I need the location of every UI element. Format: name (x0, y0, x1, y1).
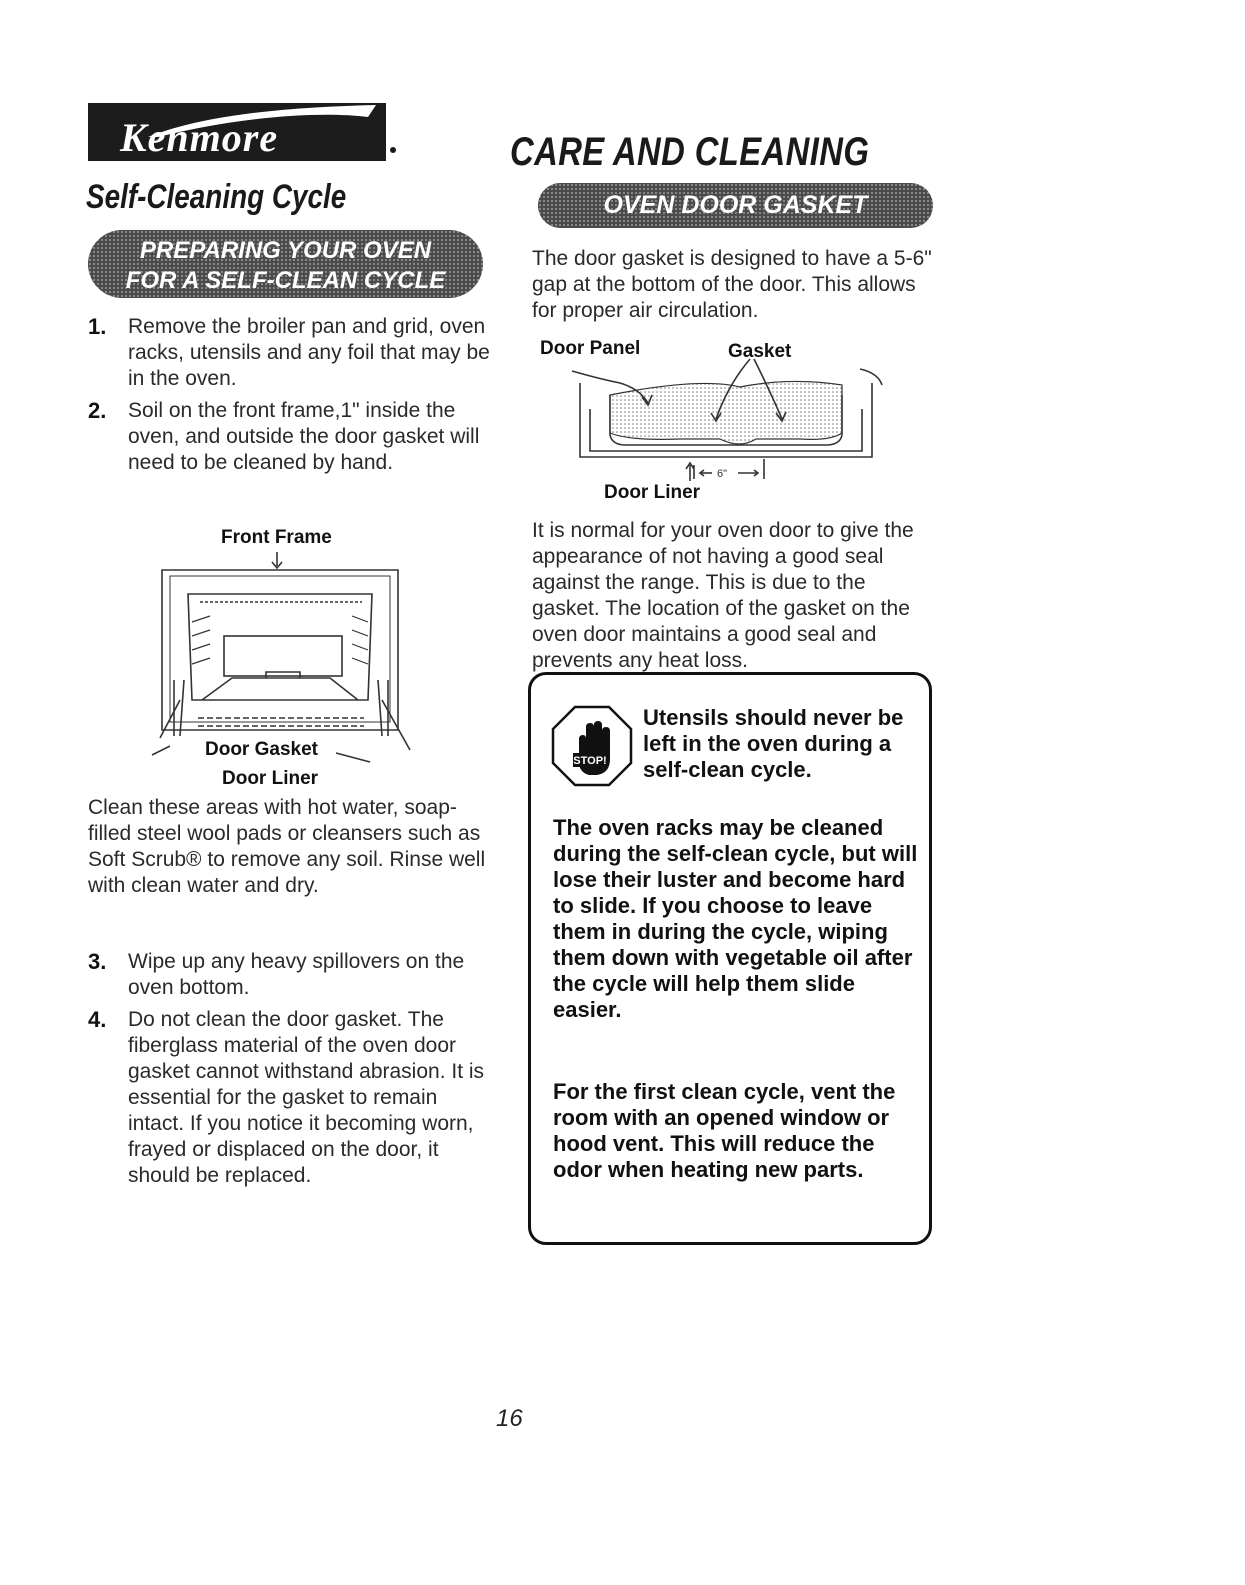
step-text: Soil on the front frame,1" inside the oven, and outside the door gasket will need to be cleaned by hand. (128, 399, 480, 474)
page-number: 16 (496, 1405, 523, 1432)
step-text: Do not clean the door gasket. The fiberglass material of the oven door gasket cannot withstand abrasion. It is essential for the gasket to remain intact. If you notice it becoming worn, frayed or displaced on the door, it should be replaced. (128, 1008, 485, 1187)
steps-list-b (88, 949, 498, 1189)
oven-door-gasket-banner: OVEN DOOR GASKET (538, 183, 933, 228)
step-number: 2. (88, 398, 107, 423)
banner-line-2: FOR A SELF-CLEAN CYCLE (125, 267, 446, 294)
logo-dot (390, 147, 396, 153)
logo-text: Kenmore (120, 115, 279, 160)
cleaning-instructions: Clean these areas with hot water, soap-filled steel wool pads or cleansers such as Soft Scrub® to remove any soil. Rinse well with clean water and dry. (88, 796, 486, 897)
list-item (88, 949, 498, 1001)
front-frame-label: Front Frame (221, 527, 332, 548)
step-text: Remove the broiler pan and grid, oven racks, utensils and any foil that may be in the oven. (128, 315, 490, 390)
preparing-banner (88, 230, 483, 298)
warning-headline: Utensils should never be left in the oven during a self-clean cycle. (643, 705, 904, 782)
gap-label: 6" (717, 468, 728, 480)
page-title: CARE AND CLEANING (510, 130, 870, 174)
door-liner-label: Door Liner (222, 768, 319, 789)
door-panel-label: Door Panel (540, 338, 641, 359)
steps-list-a (88, 314, 498, 476)
door-gasket-label: Door Gasket (205, 739, 318, 760)
step-number: 3. (88, 949, 107, 974)
list-item (88, 314, 498, 392)
step-number: 1. (88, 314, 107, 339)
gasket-normal-paragraph: It is normal for your oven door to give the appearance of not having a good seal against the range. This is due to the gasket. The location of the gasket on the oven door maintains a good seal and prevents any heat loss. (532, 519, 914, 672)
warning-box (528, 672, 932, 1245)
kenmore-logo (88, 103, 398, 163)
door-liner-label-right: Door Liner (604, 482, 701, 503)
gasket-intro: The door gasket is designed to have a 5-6" gap at the bottom of the door. This allows for proper air circulation. (532, 247, 932, 322)
warning-paragraph-1: The oven racks may be cleaned during the self-clean cycle, but will lose their luster and become hard to slide. If you choose to leave them in during the cycle, wiping them down with vegetable oil after the cycle will help them slide easier. (553, 815, 918, 1022)
stop-text: STOP! (573, 755, 607, 767)
door-gasket-diagram (560, 355, 890, 490)
stop-hand-icon (549, 703, 635, 789)
step-number: 4. (88, 1007, 107, 1032)
subsection-title: Self-Cleaning Cycle (86, 178, 347, 216)
step-text: Wipe up any heavy spillovers on the oven bottom. (128, 950, 465, 999)
logo-box (88, 103, 386, 161)
banner-line-1: PREPARING YOUR OVEN (139, 237, 432, 264)
warning-paragraph-2: For the first clean cycle, vent the room with an opened window or hood vent. This will reduce the odor when heating new parts. (553, 1079, 896, 1182)
list-item (88, 1007, 498, 1189)
list-item (88, 398, 498, 476)
gasket-label: Gasket (728, 341, 792, 362)
